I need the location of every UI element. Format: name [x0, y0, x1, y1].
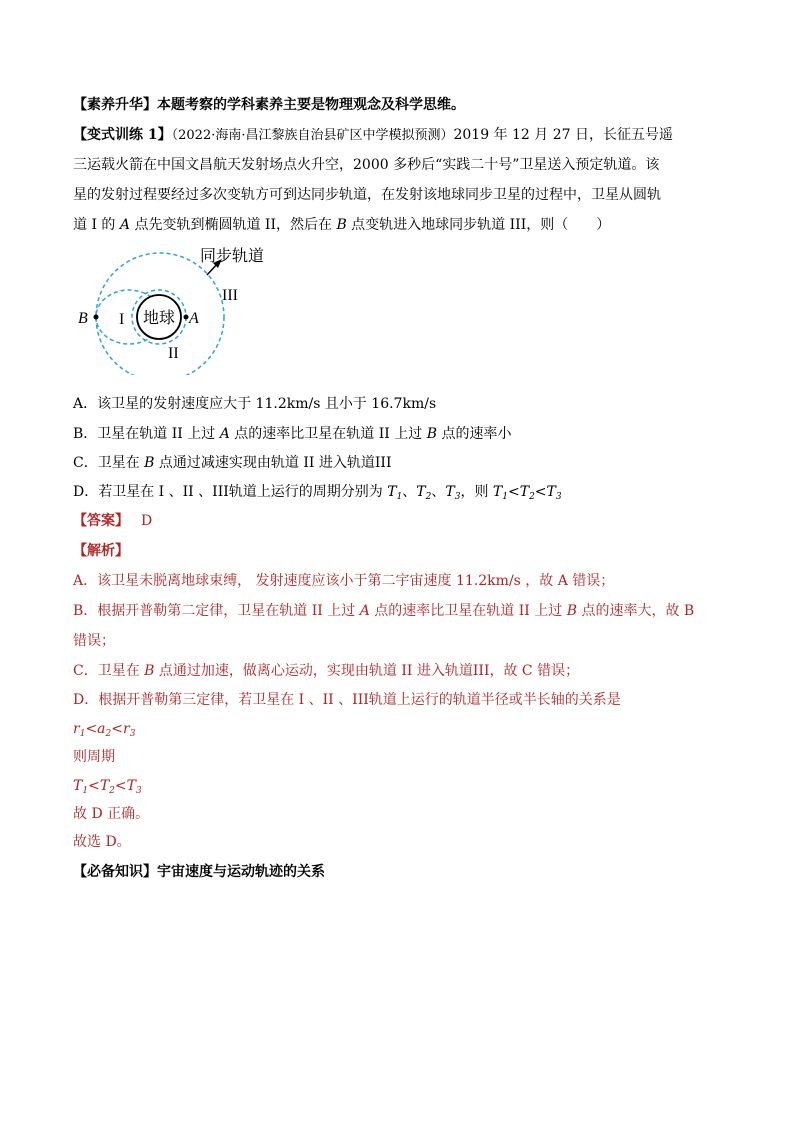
orbit-diagram — [72, 240, 292, 375]
analysis-b-part: 点的速率大，故 B — [577, 603, 695, 619]
subscript: 1 — [396, 492, 403, 502]
exercise-line4-part: 点变轨进入地球同步轨道 III，则（ ） — [346, 217, 611, 233]
exercise-line4-part: 道 I 的 — [73, 217, 120, 233]
less-than: < — [114, 778, 127, 794]
radius-symbol: r — [73, 721, 80, 737]
subscript: 1 — [82, 786, 89, 796]
period-symbol: T — [445, 484, 455, 500]
analysis-b-part: B．根据开普勒第二定律，卫星在轨道 II 上过 — [73, 603, 360, 619]
period-symbol: T — [492, 484, 503, 500]
analysis-c — [73, 661, 579, 681]
knowledge-heading — [73, 862, 325, 882]
literacy-label: 【素养升华】 — [73, 97, 157, 113]
analysis-b-line2: 错误； — [73, 633, 115, 649]
period-symbol: T — [519, 484, 530, 500]
point-b-ref: B — [144, 663, 155, 679]
final-choice: 故选 D。 — [73, 834, 131, 850]
radius-symbol: r — [123, 721, 130, 737]
point-a-ref: A — [219, 426, 230, 442]
less-than: < — [534, 484, 547, 500]
point-a-label: A — [189, 310, 199, 327]
point-b-dot — [94, 315, 99, 320]
option-b — [73, 424, 511, 444]
then-period: 则周期 — [73, 749, 115, 765]
orbit-iii-label: III — [222, 287, 238, 304]
point-b-ref: B — [426, 426, 437, 442]
analysis-c-part: 点通过加速，做离心运动，实现由轨道 II 进入轨道III，故 C 错误； — [154, 663, 580, 679]
exercise-line4-part: 点先变轨到椭圆轨道 II，然后在 — [130, 217, 337, 233]
orbit-ii-label: II — [168, 345, 179, 362]
subscript: 3 — [135, 786, 142, 796]
separator: 、 — [431, 484, 446, 500]
point-a-ref: A — [359, 603, 370, 619]
subscript: 2 — [105, 729, 112, 739]
analysis-a: A．该卫星未脱离地球束缚， 发射速度应该小于第二宇宙速度 11.2km/s ，故 A 错误； — [73, 573, 615, 589]
analysis-d: D．根据开普勒第三定律，若卫星在 I 、II 、III轨道上运行的轨道半径或半长轴的关系是 — [73, 692, 621, 708]
semi-major-axis-symbol: a — [97, 721, 106, 737]
subscript: 3 — [454, 492, 461, 502]
analysis-b-line1 — [73, 601, 694, 621]
less-than: < — [88, 778, 100, 794]
exercise-label: 【变式训练 1】 — [73, 127, 172, 143]
option-b-part: 点的速率小 — [437, 426, 512, 442]
option-d-part: ，则 — [460, 484, 493, 500]
subscript: 1 — [502, 492, 508, 502]
period-symbol: T — [416, 484, 426, 500]
literacy-text: 本题考察的学科素养主要是物理观念及科学思维。 — [157, 97, 465, 113]
less-than: < — [507, 484, 520, 500]
subscript: 2 — [109, 786, 115, 796]
subscript: 2 — [425, 492, 432, 502]
subscript: 1 — [79, 729, 86, 739]
answer-value: D — [141, 513, 153, 529]
exercise-line-1 — [73, 125, 673, 146]
point-b-ref: B — [336, 217, 347, 233]
separator: 、 — [402, 484, 417, 500]
period-symbol: T — [73, 778, 83, 794]
knowledge-text: 宇宙速度与运动轨迹的关系 — [157, 864, 325, 880]
option-a: A．该卫星的发射速度应大于 11.2km/s 且小于 16.7km/s — [73, 396, 437, 412]
point-a-dot — [184, 315, 189, 320]
analysis-label: 【解析】 — [73, 543, 129, 559]
period-symbol: T — [126, 778, 136, 794]
period-symbol: T — [99, 778, 110, 794]
literacy-heading — [73, 95, 465, 115]
exercise-line-3: 星的发射过程要经过多次变轨方可到达同步轨道，在发射该地球同步卫星的过程中，卫星从圆轨 — [73, 187, 661, 203]
less-than: < — [85, 721, 98, 737]
period-symbol: T — [387, 484, 397, 500]
option-d — [73, 482, 562, 502]
analysis-b-part: 点的速率比卫星在轨道 II 上过 — [369, 603, 567, 619]
option-c-part: 点通过减速实现由轨道 II 进入轨道III — [154, 455, 392, 471]
orbit-i-label: I — [119, 311, 125, 328]
less-than: < — [111, 721, 123, 737]
answer-label: 【答案】 — [73, 513, 129, 529]
sync-orbit-label: 同步轨道 — [200, 248, 265, 265]
subscript: 3 — [555, 492, 562, 502]
knowledge-label: 【必备知识】 — [73, 864, 157, 880]
earth-label: 地球 — [142, 310, 176, 327]
subscript: 3 — [129, 729, 136, 739]
subscript: 2 — [529, 492, 535, 502]
point-b-label: B — [78, 310, 88, 327]
radius-relation — [73, 719, 135, 739]
exercise-line1-text: 2019 年 12 月 27 日，长征五号遥 — [453, 127, 673, 143]
point-a-ref: A — [119, 217, 131, 233]
exercise-line-4 — [73, 215, 610, 235]
conclusion: 故 D 正确。 — [73, 806, 150, 822]
answer-line — [73, 511, 152, 531]
option-c-part: C．卫星在 — [73, 455, 145, 471]
option-c — [73, 453, 391, 473]
option-b-part: B．卫星在轨道 II 上过 — [73, 426, 220, 442]
option-d-part: D．若卫星在 I 、II 、III轨道上运行的周期分别为 — [73, 484, 388, 500]
analysis-c-part: C．卫星在 — [73, 663, 145, 679]
option-b-part: 点的速率比卫星在轨道 II 上过 — [229, 426, 427, 442]
point-b-ref: B — [566, 603, 577, 619]
point-b-ref: B — [144, 455, 155, 471]
exercise-line-2: 三运载火箭在中国文昌航天发射场点火升空，2000 多秒后“实践二十号”卫星送入预定轨道。该 — [73, 157, 660, 173]
period-relation — [73, 776, 142, 796]
exercise-source: （2022·海南·昌江黎族自治县矿区中学模拟预测） — [171, 128, 454, 143]
period-symbol: T — [546, 484, 556, 500]
